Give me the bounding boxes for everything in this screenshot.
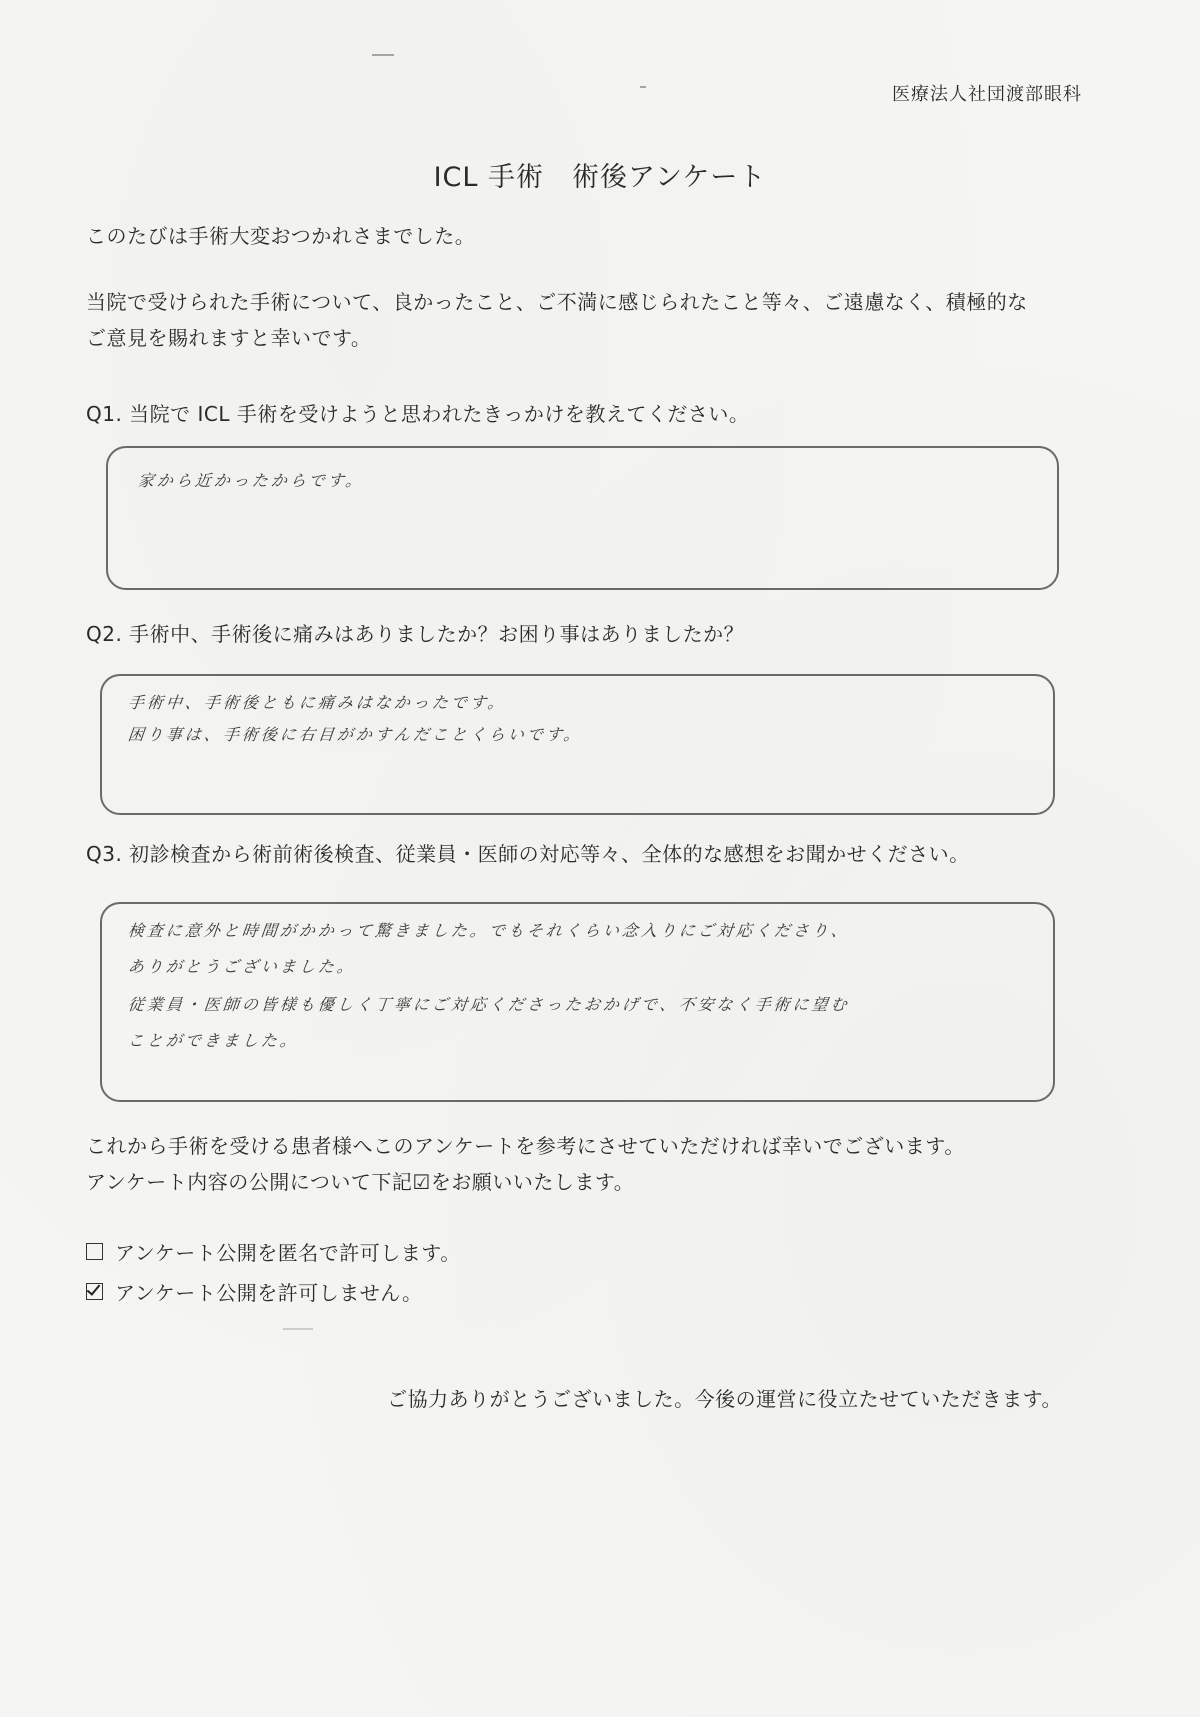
checkbox-checked-icon[interactable] xyxy=(86,1283,103,1300)
question-3-answer-line: 従業員・医師の皆様も優しく丁寧にご対応くださったおかげで、不安なく手術に望む xyxy=(126,995,851,1014)
scan-speck xyxy=(640,86,646,88)
scan-speck xyxy=(283,1328,313,1330)
clinic-name: 医療法人社団渡部眼科 xyxy=(892,84,1082,105)
question-3-answer-line: ことができました。 xyxy=(126,1031,300,1050)
intro-request-line1: 当院で受けられた手術について、良かったこと、ご不満に感じられたこと等々、ご遠慮なく、積極的な xyxy=(86,290,1028,314)
option-anonymous-publish[interactable] xyxy=(86,1237,461,1266)
question-3-label: Q3. 初診検査から術前術後検査、従業員・医師の対応等々、全体的な感想をお聞かせください。 xyxy=(86,842,970,866)
question-2-answer-line: 手術中、手術後ともに痛みはなかったです。 xyxy=(126,693,508,712)
checkbox-icon[interactable] xyxy=(86,1243,103,1260)
footer-thanks: ご協力ありがとうございました。今後の運営に役立たせていただきます。 xyxy=(387,1387,1062,1411)
question-3-answer-line: 検査に意外と時間がかかって驚きました。でもそれくらい念入りにご対応くださり、 xyxy=(126,921,851,940)
intro-request-line2: ご意見を賜れますと幸いです。 xyxy=(86,326,372,350)
question-1-answer-box xyxy=(106,446,1059,590)
question-2-answer-line: 困り事は、手術後に右目がかすんだことくらいです。 xyxy=(126,725,584,744)
closing-line1: これから手術を受ける患者様へこのアンケートを参考にさせていただければ幸いでございます。 xyxy=(86,1134,965,1158)
option-no-publish[interactable] xyxy=(86,1277,423,1306)
closing-line2: アンケート内容の公開について下記☑をお願いいたします。 xyxy=(86,1170,635,1194)
question-1-answer-line: 家から近かったからです。 xyxy=(136,471,366,490)
intro-greeting: このたびは手術大変おつかれさまでした。 xyxy=(86,224,476,248)
option-label: アンケート公開を匿名で許可します。 xyxy=(115,1241,461,1265)
page-title: ICL 手術 術後アンケート xyxy=(433,162,767,193)
question-3-answer-box xyxy=(100,902,1055,1102)
option-label: アンケート公開を許可しません。 xyxy=(115,1281,423,1305)
question-3-answer-line: ありがとうございました。 xyxy=(126,957,357,976)
question-1-label: Q1. 当院で ICL 手術を受けようと思われたきっかけを教えてください。 xyxy=(86,402,750,426)
question-2-answer-box xyxy=(100,674,1055,815)
question-2-label: Q2. 手術中、手術後に痛みはありましたか？お困り事はありましたか？ xyxy=(86,622,745,646)
scan-speck xyxy=(372,54,394,56)
